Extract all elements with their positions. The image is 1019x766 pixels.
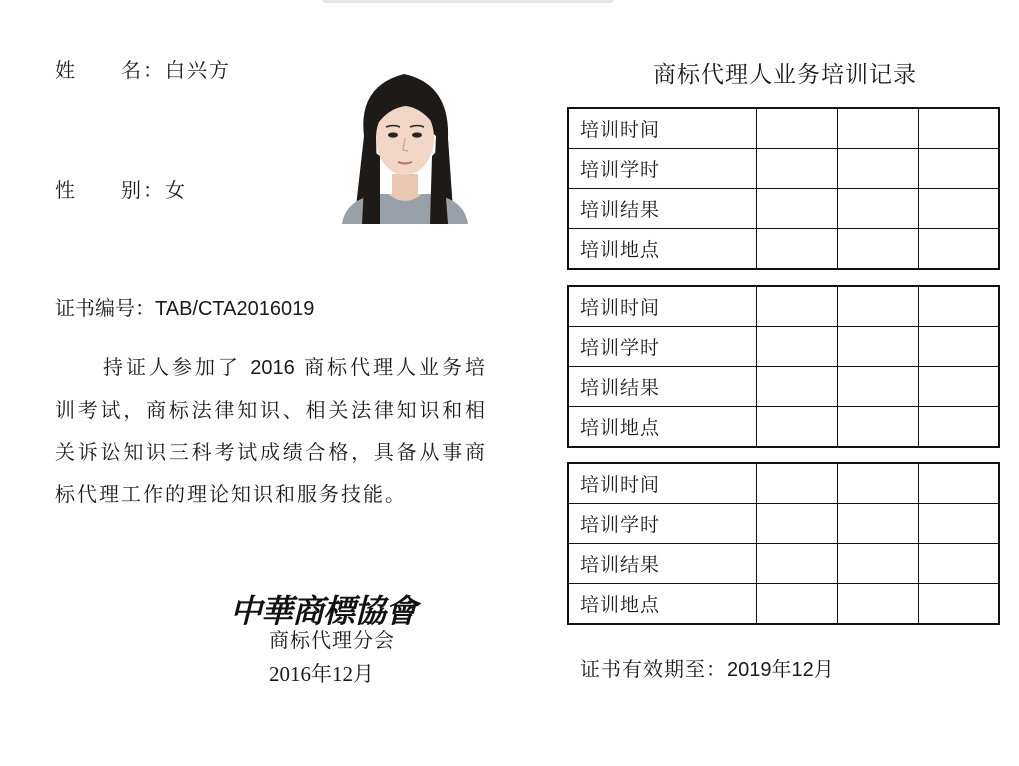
- table-cell: [837, 504, 918, 544]
- row-label-hours: 培训学时: [568, 327, 757, 367]
- table-row: [568, 463, 999, 504]
- table-cell: [837, 286, 918, 327]
- issuer-branch: 商标代理分会: [269, 628, 395, 652]
- table-cell: [837, 149, 918, 189]
- table-cell: [757, 189, 838, 229]
- table-cell: [757, 504, 838, 544]
- training-record-table-2: [567, 285, 1000, 448]
- training-record-table-1: [567, 107, 1000, 270]
- table-row: [568, 108, 999, 149]
- table-cell: [757, 327, 838, 367]
- certificate-number-value: TAB/CTA2016019: [155, 298, 315, 320]
- table-row: [568, 544, 999, 584]
- gender-field: [55, 174, 187, 203]
- row-label-time: 培训时间: [568, 463, 757, 504]
- certificate-number-label: 证书编号：: [55, 296, 155, 320]
- row-label-time: 培训时间: [568, 108, 757, 149]
- table-row: [568, 229, 999, 270]
- table-cell: [918, 463, 999, 504]
- portrait-image: [336, 66, 473, 224]
- statement-part-2: 商标代理人业务培训考试，商标法律知识、相关法律知识和相关诉讼知识三科考试成绩合格，具备从事商标代理工作的理论知识和服务技能。: [55, 355, 488, 506]
- table-cell: [837, 463, 918, 504]
- row-label-hours: 培训学时: [568, 504, 757, 544]
- table-cell: [757, 367, 838, 407]
- table-cell: [918, 544, 999, 584]
- statement-year: 2016: [250, 357, 295, 379]
- association-calligraphy-logo: 中華商標協會: [230, 592, 417, 630]
- table-cell: [837, 584, 918, 625]
- table-cell: [757, 463, 838, 504]
- row-label-time: 培训时间: [568, 286, 757, 327]
- table-cell: [918, 407, 999, 448]
- table-cell: [918, 327, 999, 367]
- row-label-result: 培训结果: [568, 367, 757, 407]
- table-cell: [918, 504, 999, 544]
- table-row: [568, 367, 999, 407]
- row-label-result: 培训结果: [568, 189, 757, 229]
- table-cell: [918, 286, 999, 327]
- table-cell: [918, 189, 999, 229]
- row-label-hours: 培训学时: [568, 149, 757, 189]
- table-cell: [837, 327, 918, 367]
- table-cell: [918, 367, 999, 407]
- name-label-b: 名：: [121, 58, 165, 82]
- table-cell: [918, 229, 999, 270]
- table-cell: [837, 108, 918, 149]
- table-row: [568, 407, 999, 448]
- table-row: [568, 584, 999, 625]
- certification-statement: [55, 346, 487, 515]
- holder-gender: 女: [165, 178, 187, 202]
- table-row: [568, 189, 999, 229]
- gender-label-b: 别：: [121, 178, 165, 202]
- row-label-result: 培训结果: [568, 544, 757, 584]
- row-label-location: 培训地点: [568, 584, 757, 625]
- certificate-number: [55, 292, 314, 321]
- table-cell: [918, 108, 999, 149]
- table-cell: [757, 544, 838, 584]
- table-cell: [757, 149, 838, 189]
- table-row: [568, 327, 999, 367]
- records-title: 商标代理人业务培训记录: [653, 62, 917, 88]
- validity-period: [580, 653, 834, 682]
- table-cell: [757, 407, 838, 448]
- name-label-a: 姓: [55, 58, 77, 82]
- table-cell: [757, 584, 838, 625]
- validity-date: 2019年12月: [727, 659, 834, 681]
- issue-date: 2016年12月: [269, 662, 374, 686]
- table-cell: [837, 544, 918, 584]
- table-cell: [918, 584, 999, 625]
- training-record-table-3: [567, 462, 1000, 625]
- row-label-location: 培训地点: [568, 407, 757, 448]
- gender-label-a: 性: [55, 178, 77, 202]
- table-cell: [918, 149, 999, 189]
- table-row: [568, 149, 999, 189]
- table-cell: [757, 229, 838, 270]
- table-cell: [837, 367, 918, 407]
- holder-name: 白兴方: [165, 58, 231, 82]
- validity-label: 证书有效期至：: [580, 657, 727, 681]
- row-label-location: 培训地点: [568, 229, 757, 270]
- holder-photo: [336, 66, 473, 224]
- table-cell: [757, 286, 838, 327]
- name-field: [55, 54, 231, 83]
- table-cell: [757, 108, 838, 149]
- table-cell: [837, 229, 918, 270]
- table-row: [568, 504, 999, 544]
- table-cell: [837, 189, 918, 229]
- statement-part-1: 持证人参加了: [103, 355, 251, 379]
- table-row: [568, 286, 999, 327]
- table-cell: [837, 407, 918, 448]
- top-tab-edge: [322, 0, 614, 3]
